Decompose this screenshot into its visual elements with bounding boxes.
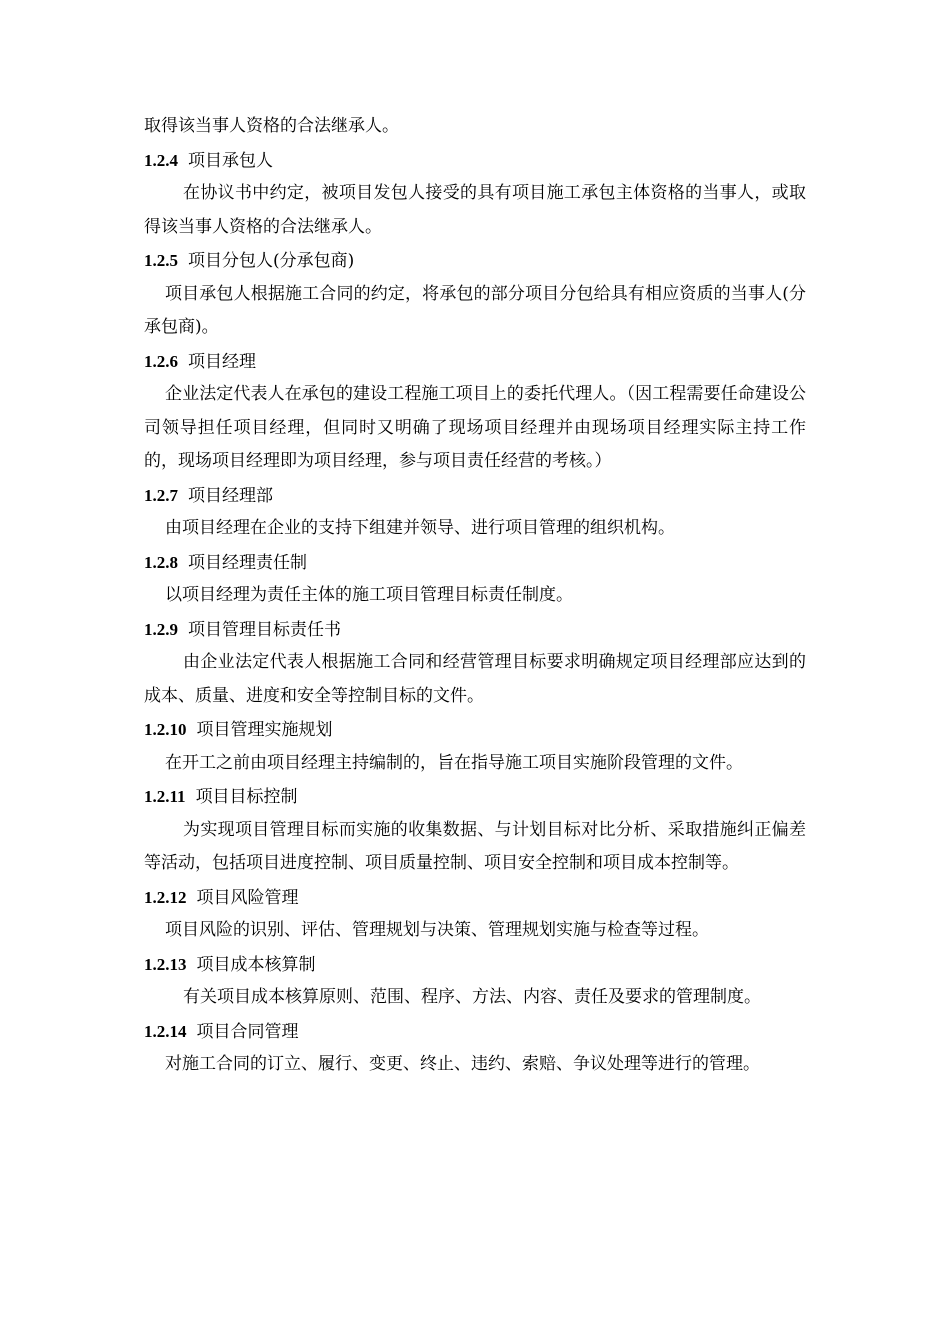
lead-line: 取得该当事人资格的合法继承人。 bbox=[144, 116, 399, 136]
section-title: 项目成本核算制 bbox=[196, 954, 316, 975]
section-body: 由企业法定代表人根据施工合同和经营管理目标要求明确规定项目经理部应达到的成本、质量、进度和安全等控制目标的文件。 bbox=[144, 652, 806, 706]
section-body: 在开工之前由项目经理主持编制的，旨在指导施工项目实施阶段管理的文件。 bbox=[165, 752, 743, 773]
section-body: 以项目经理为责任主体的施工项目管理目标责任制度。 bbox=[165, 585, 573, 605]
section-heading bbox=[144, 244, 806, 278]
section-title: 项目合同管理 bbox=[196, 1021, 299, 1042]
document-body bbox=[144, 110, 806, 1082]
section-number: 1.2.4 bbox=[144, 150, 178, 170]
section-body: 为实现项目管理目标而实施的收集数据、与计划目标对比分析、采取措施纠正偏差等活动，包括项目进度控制、项目质量控制、项目安全控制和项目成本控制等。 bbox=[144, 819, 806, 873]
section-title: 项目管理实施规划 bbox=[196, 720, 333, 740]
section-body: 企业法定代表人在承包的建设工程施工项目上的委托代理人。（因工程需要任命建设公司领导担任项目经理，但同时又明确了现场项目经理并由现场项目经理实际主持工作的，现场项目经理即为项目经理，参与项目责任经营的考核。） bbox=[144, 384, 806, 471]
section-heading bbox=[144, 144, 806, 178]
section-body: 项目承包人根据施工合同的约定，将承包的部分项目分包给具有相应资质的当事人(分承包商)。 bbox=[144, 283, 806, 337]
section-title: 项目分包人(分承包商) bbox=[188, 251, 355, 271]
section-title: 项目管理目标责任书 bbox=[188, 619, 341, 640]
section-heading bbox=[144, 613, 806, 647]
section-heading bbox=[144, 948, 806, 982]
section-title: 项目经理责任制 bbox=[188, 552, 307, 573]
section-heading bbox=[144, 345, 806, 379]
section-number: 1.2.12 bbox=[144, 887, 187, 907]
section-number: 1.2.5 bbox=[144, 251, 178, 270]
section-title: 项目经理 bbox=[188, 351, 256, 372]
section-number: 1.2.9 bbox=[144, 619, 178, 639]
section-number: 1.2.11 bbox=[144, 787, 186, 806]
section-heading bbox=[144, 546, 806, 580]
section-heading bbox=[144, 881, 806, 915]
section-number: 1.2.8 bbox=[144, 552, 178, 572]
section-heading bbox=[144, 1015, 806, 1049]
section-title: 项目风险管理 bbox=[196, 887, 299, 908]
section-body: 有关项目成本核算原则、范围、程序、方法、内容、责任及要求的管理制度。 bbox=[183, 987, 761, 1007]
section-body: 在协议书中约定，被项目发包人接受的具有项目施工承包主体资格的当事人，或取得该当事人资格的合法继承人。 bbox=[144, 183, 806, 237]
section-number: 1.2.14 bbox=[144, 1021, 187, 1041]
section-heading bbox=[144, 479, 806, 513]
section-number: 1.2.13 bbox=[144, 954, 187, 974]
section-body: 由项目经理在企业的支持下组建并领导、进行项目管理的组织机构。 bbox=[165, 518, 675, 538]
section-number: 1.2.6 bbox=[144, 351, 178, 371]
section-title: 项目目标控制 bbox=[195, 787, 298, 807]
section-heading bbox=[144, 780, 806, 814]
section-body: 对施工合同的订立、履行、变更、终止、违约、索赔、争议处理等进行的管理。 bbox=[165, 1054, 760, 1074]
section-title: 项目经理部 bbox=[188, 485, 273, 506]
section-body: 项目风险的识别、评估、管理规划与决策、管理规划实施与检查等过程。 bbox=[165, 920, 709, 940]
section-heading bbox=[144, 713, 806, 747]
section-title: 项目承包人 bbox=[188, 150, 273, 171]
section-number: 1.2.7 bbox=[144, 485, 178, 505]
section-number: 1.2.10 bbox=[144, 720, 187, 739]
